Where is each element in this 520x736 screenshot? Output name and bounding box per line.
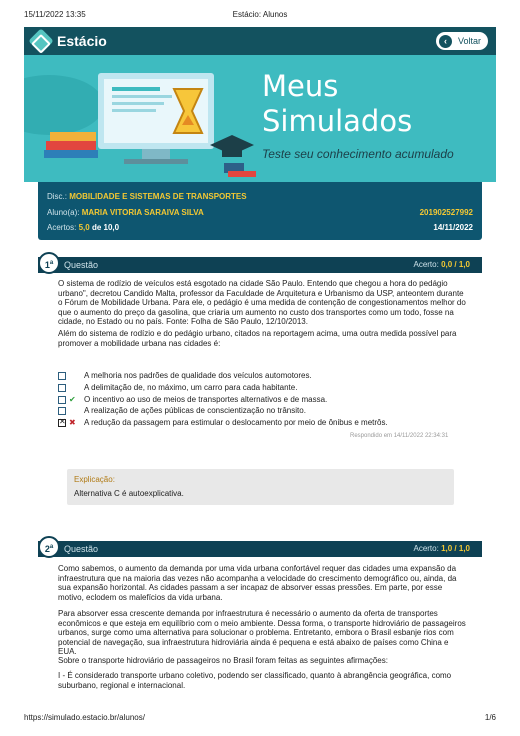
back-button[interactable] [436,32,488,50]
question-2-header [38,541,482,557]
top-bar [24,27,496,55]
question-2-paragraph-1: Como sabemos, o aumento da demanda por uma vida urbana confortável requer das cidades uma expansão da infraestrutura que na maioria das vezes não acompanha a velocidade do crescimento demográfico ou, ainda, da sua expansão horizontal. As cidades passam a ser incapaz de absorver essas pressões. Em parte, por esse motivo, eclodem os malefícios da vida urbana. [58,564,457,602]
footer-url: https://simulado.estacio.br/alunos/ [24,713,145,722]
enrollment-number: 201902527992 [419,208,473,217]
question-2-score: Acerto: 1,0 / 1,0 [413,544,470,553]
score-row [47,223,473,233]
option-c[interactable] [58,395,468,407]
checkbox[interactable] [58,372,66,380]
cap-base [222,149,242,157]
option-text: A delimitação de, no máximo, um carro para cada habitante. [84,382,298,392]
book-3 [44,150,98,158]
desk-object-2 [228,171,256,177]
explanation-text: Alternativa C é autoexplicativa. [74,489,184,498]
print-title: Estácio: Alunos [232,10,288,19]
question-2-statement-i: I - É considerado transporte urbano coletivo, podendo ser classificado, quanto à abrangência geográfica, como suburbano, regional e internacional. [58,671,452,690]
checkbox-checked[interactable] [58,419,66,427]
option-text: A redução da passagem para estimular o deslocamento por meio de ônibus e metrôs. [84,418,388,428]
discipline-row [47,192,473,202]
hero-banner [24,55,496,182]
question-1-score: Acerto: 0,0 / 1,0 [413,260,470,269]
print-footer [24,713,496,722]
option-d[interactable] [58,406,468,418]
hero-illustration [24,55,264,182]
acertos-de: de [91,223,102,232]
question-1-number: 1$^a$ [38,252,60,274]
acertos-value: 5,0 [78,223,90,232]
hero-title-line2: Simulados [262,104,413,138]
estacio-logo-icon [28,28,53,53]
explanation-label: Explicação: [74,475,115,484]
question-1-options [58,371,468,430]
discipline-value: MOBILIDADE E SISTEMAS DE TRANSPORTES [69,192,247,201]
discipline-label: Disc.: [47,192,67,201]
book-1 [46,141,96,150]
acertos-total: 10,0 [103,223,120,232]
monitor-bar-4 [112,109,156,112]
monitor-stand [142,149,170,159]
question-2-paragraph-3: Sobre o transporte hidroviário de passageiros no Brasil foram feitas as seguintes afirmações: [58,656,388,665]
option-text: A melhoria nos padrões de qualidade dos veículos automotores. [84,371,312,380]
question-2-label: Questão [64,544,99,554]
option-text: O incentivo ao uso de meios de transportes alternativos e de massa. [84,394,328,404]
footer-page: 1/6 [484,713,496,722]
book-2 [50,132,96,141]
print-datetime: 15/11/2022 13:35 [24,10,86,19]
question-1-statement: O sistema de rodízio de veículos está esgotado na cidade São Paulo. Entendo que chegou a hora do pedágio urbano", decretou Candido Malta, professor da Faculdade de Arquitetura e Urbanismo da USP, anteontem durante o Fórum de Mobilidade Urbana. Para ele, o pedágio é uma medida de contenção de congestionamentos melhor do que o aumento do preço da gasolina, que criaria um aumento no custo dos transportes como um todo, fosse na cidade, no Estado ou no país. Fonte: Folha de São Paulo, 12/10/2013. [58,279,466,326]
estacio-logo[interactable] [32,31,107,51]
option-text: A realização de ações públicas de conscientização no trânsito. [84,406,306,416]
check-icon: ✔ [69,394,76,404]
exam-info-panel [38,182,482,240]
monitor-bar-2 [112,95,172,98]
student-label: Aluno(a): [47,208,80,217]
checkbox[interactable] [58,407,66,415]
monitor-bar-3 [112,102,164,105]
answered-at: Respondido em 14/11/2022 22:34:31 [350,433,449,439]
question-2-number: 2$^a$ [38,536,60,558]
hero-subtitle: Teste seu conhecimento acumulado [262,147,454,161]
hero-title [262,69,412,139]
question-1-header [38,257,482,273]
cross-icon: ✖ [69,418,76,428]
question-2-paragraph-2: Para absorver essa crescente demanda por infraestrutura é necessário o aumento da oferta de transportes econômicos e que esteja em equilíbrio com o meio ambiente. Dessa forma, o transporte hidroviário de passageiros urbanos, surge como uma alternativa para solucionar o problema. Entretanto, embora o Brasil esbanje rios com potencial de navegação, sua infraestrutura hidroviária ainda é pequena e está abaixo de países como China e EUA. [58,609,466,656]
option-a[interactable] [58,371,468,383]
student-name: MARIA VITORIA SARAIVA SILVA [81,208,204,217]
question-1-label: Questão [64,260,99,270]
monitor-base [124,159,188,164]
acertos-label: Acertos: [47,223,77,232]
hero-title-line1: Meus [262,69,339,103]
chevron-left-icon: ‹ [439,35,452,48]
option-b[interactable] [58,383,468,395]
exam-date: 14/11/2022 [433,223,473,232]
print-header [24,10,496,22]
explanation-box [67,469,454,505]
monitor-bar-1 [112,87,160,91]
option-e[interactable] [58,418,468,430]
back-label: Voltar [458,36,482,46]
checkbox[interactable] [58,396,66,404]
checkbox[interactable] [58,384,66,392]
question-1-prompt: Além do sistema de rodízio e do pedágio urbano, citados na reportagem acima, uma outra medida possível para promover a mobilidade urbana nas cidades é: [58,329,457,348]
student-row [47,208,473,218]
logo-text: Estácio [57,33,107,49]
